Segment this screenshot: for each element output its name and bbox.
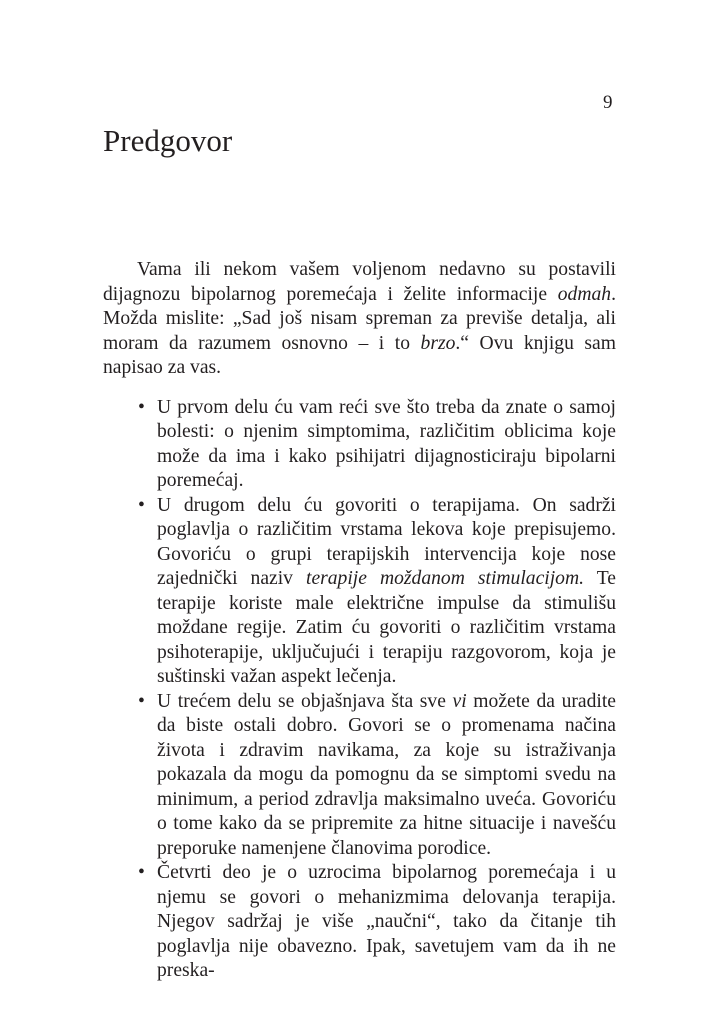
bullet-emphasis: vi [452, 690, 467, 712]
bullet-text: U trećem delu se objašnjava šta sve [157, 690, 453, 712]
bullet-text-continued: možete da uradite da biste ostali dobro. Govori se o promenama načina života i zdravim navikama, za koje su istraživanja pokazala da mogu da pomognu da se simptomi svedu na minimum, a period zdravlja maksimalno uveća. Govoriću o tome kako da se pripremite za hitne situacije i navešću preporuke namenjene članovima porodice. [157, 690, 616, 859]
body-text [103, 258, 616, 984]
bullet-text-continued: Te terapije koriste male električne impulse da stimulišu moždane regije. Zatim ću govoriti o različitim vrstama psihoterapije, uključujući i terapiju razgovorom, koja je suštinski važan aspekt lečenja. [157, 568, 616, 687]
bullet-item-part-2 [103, 494, 616, 690]
intro-emphasis-1: odmah [557, 283, 612, 305]
bullet-text: U drugom delu ću govoriti o terapijama. On sadrži poglavlja o različitim vrstama lekova koje prepisujemo. Govoriću o grupi terapijskih intervencija koje nose zajednički naziv [157, 494, 616, 589]
intro-text-2: . Možda mislite: „Sad još nisam spreman za previše detalja, ali moram da razumem osnovno – i to [103, 283, 616, 354]
page-number: 9 [603, 92, 613, 113]
bullet-item-part-3 [103, 690, 616, 862]
intro-emphasis-2: brzo [420, 332, 456, 354]
bullet-marker: • [138, 690, 145, 712]
bullet-marker: • [138, 862, 145, 883]
intro-text-3: .“ Ovu knjigu sam napisao za vas. [103, 332, 616, 378]
section-bullet-list [103, 396, 616, 984]
intro-paragraph [103, 258, 616, 381]
bullet-emphasis: terapije moždanom stimulacijom. [306, 568, 585, 589]
bullet-marker: • [138, 396, 145, 418]
bullet-text: U prvom delu ću vam reći sve što treba da znate o samoj bolesti: o njenim simptomima, različitim oblicima koje može da ima i kako psihijatri dijagnosticiraju bipolarni poremećaj. [157, 396, 616, 491]
chapter-title: Predgovor [103, 123, 233, 158]
intro-text-1: Vama ili nekom vašem voljenom nedavno su postavili dijagnozu bipolarnog poremećaja i želite informacije [103, 259, 616, 305]
bullet-text: Četvrti deo je o uzrocima bipolarnog poremećaja i u njemu se govori o mehanizmima delovanja terapija. Njegov sadržaj je više „naučni“, tako da čitanje tih poglavlja nije obavezno. Ipak, savetujem vam da ih ne preska- [157, 862, 616, 981]
bullet-marker: • [138, 494, 145, 516]
bullet-item-part-4 [103, 861, 616, 984]
bullet-item-part-1 [103, 396, 616, 494]
